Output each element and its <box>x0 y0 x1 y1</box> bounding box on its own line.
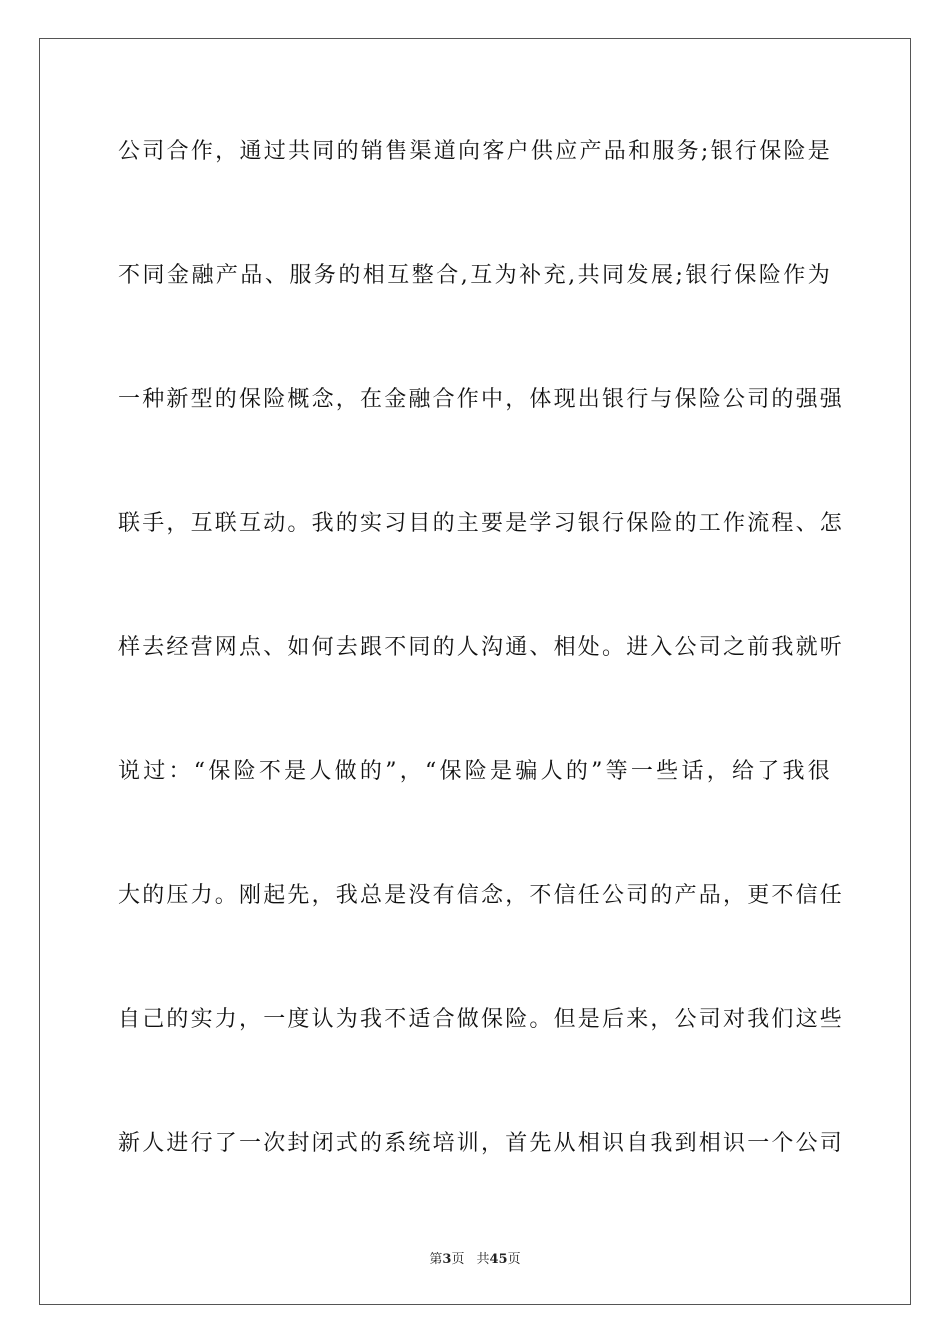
page-footer <box>0 1248 950 1267</box>
page-current: 3 <box>442 1252 452 1267</box>
total-unit: 页 <box>507 1252 521 1267</box>
total-prefix: 共 <box>476 1252 490 1267</box>
page-total: 45 <box>489 1252 508 1267</box>
page-prefix: 第 <box>429 1252 443 1267</box>
text-line: 一种新型的保险概念，在金融合作中，体现出银行与保险公司的强强 <box>118 387 845 412</box>
document-body <box>118 120 845 1236</box>
text-line: 公司合作，通过共同的销售渠道向客户供应产品和服务;银行保险是 <box>118 139 832 164</box>
text-line: 自己的实力，一度认为我不适合做保险。但是后来，公司对我们这些 <box>118 1007 845 1032</box>
text-line: 说过：“保险不是人做的”，“保险是骗人的”等一些话，给了我很 <box>118 759 832 784</box>
text-line: 联手，互联互动。我的实习目的主要是学习银行保险的工作流程、怎 <box>118 511 845 536</box>
text-line: 样去经营网点、如何去跟不同的人沟通、相处。进入公司之前我就听 <box>118 635 845 660</box>
text-line: 大的压力。刚起先，我总是没有信念，不信任公司的产品，更不信任 <box>118 883 845 908</box>
page-unit: 页 <box>451 1252 465 1267</box>
text-line: 新人进行了一次封闭式的系统培训，首先从相识自我到相识一个公司 <box>118 1131 845 1156</box>
text-line: 不同金融产品、服务的相互整合,互为补充,共同发展;银行保险作为 <box>118 263 832 288</box>
